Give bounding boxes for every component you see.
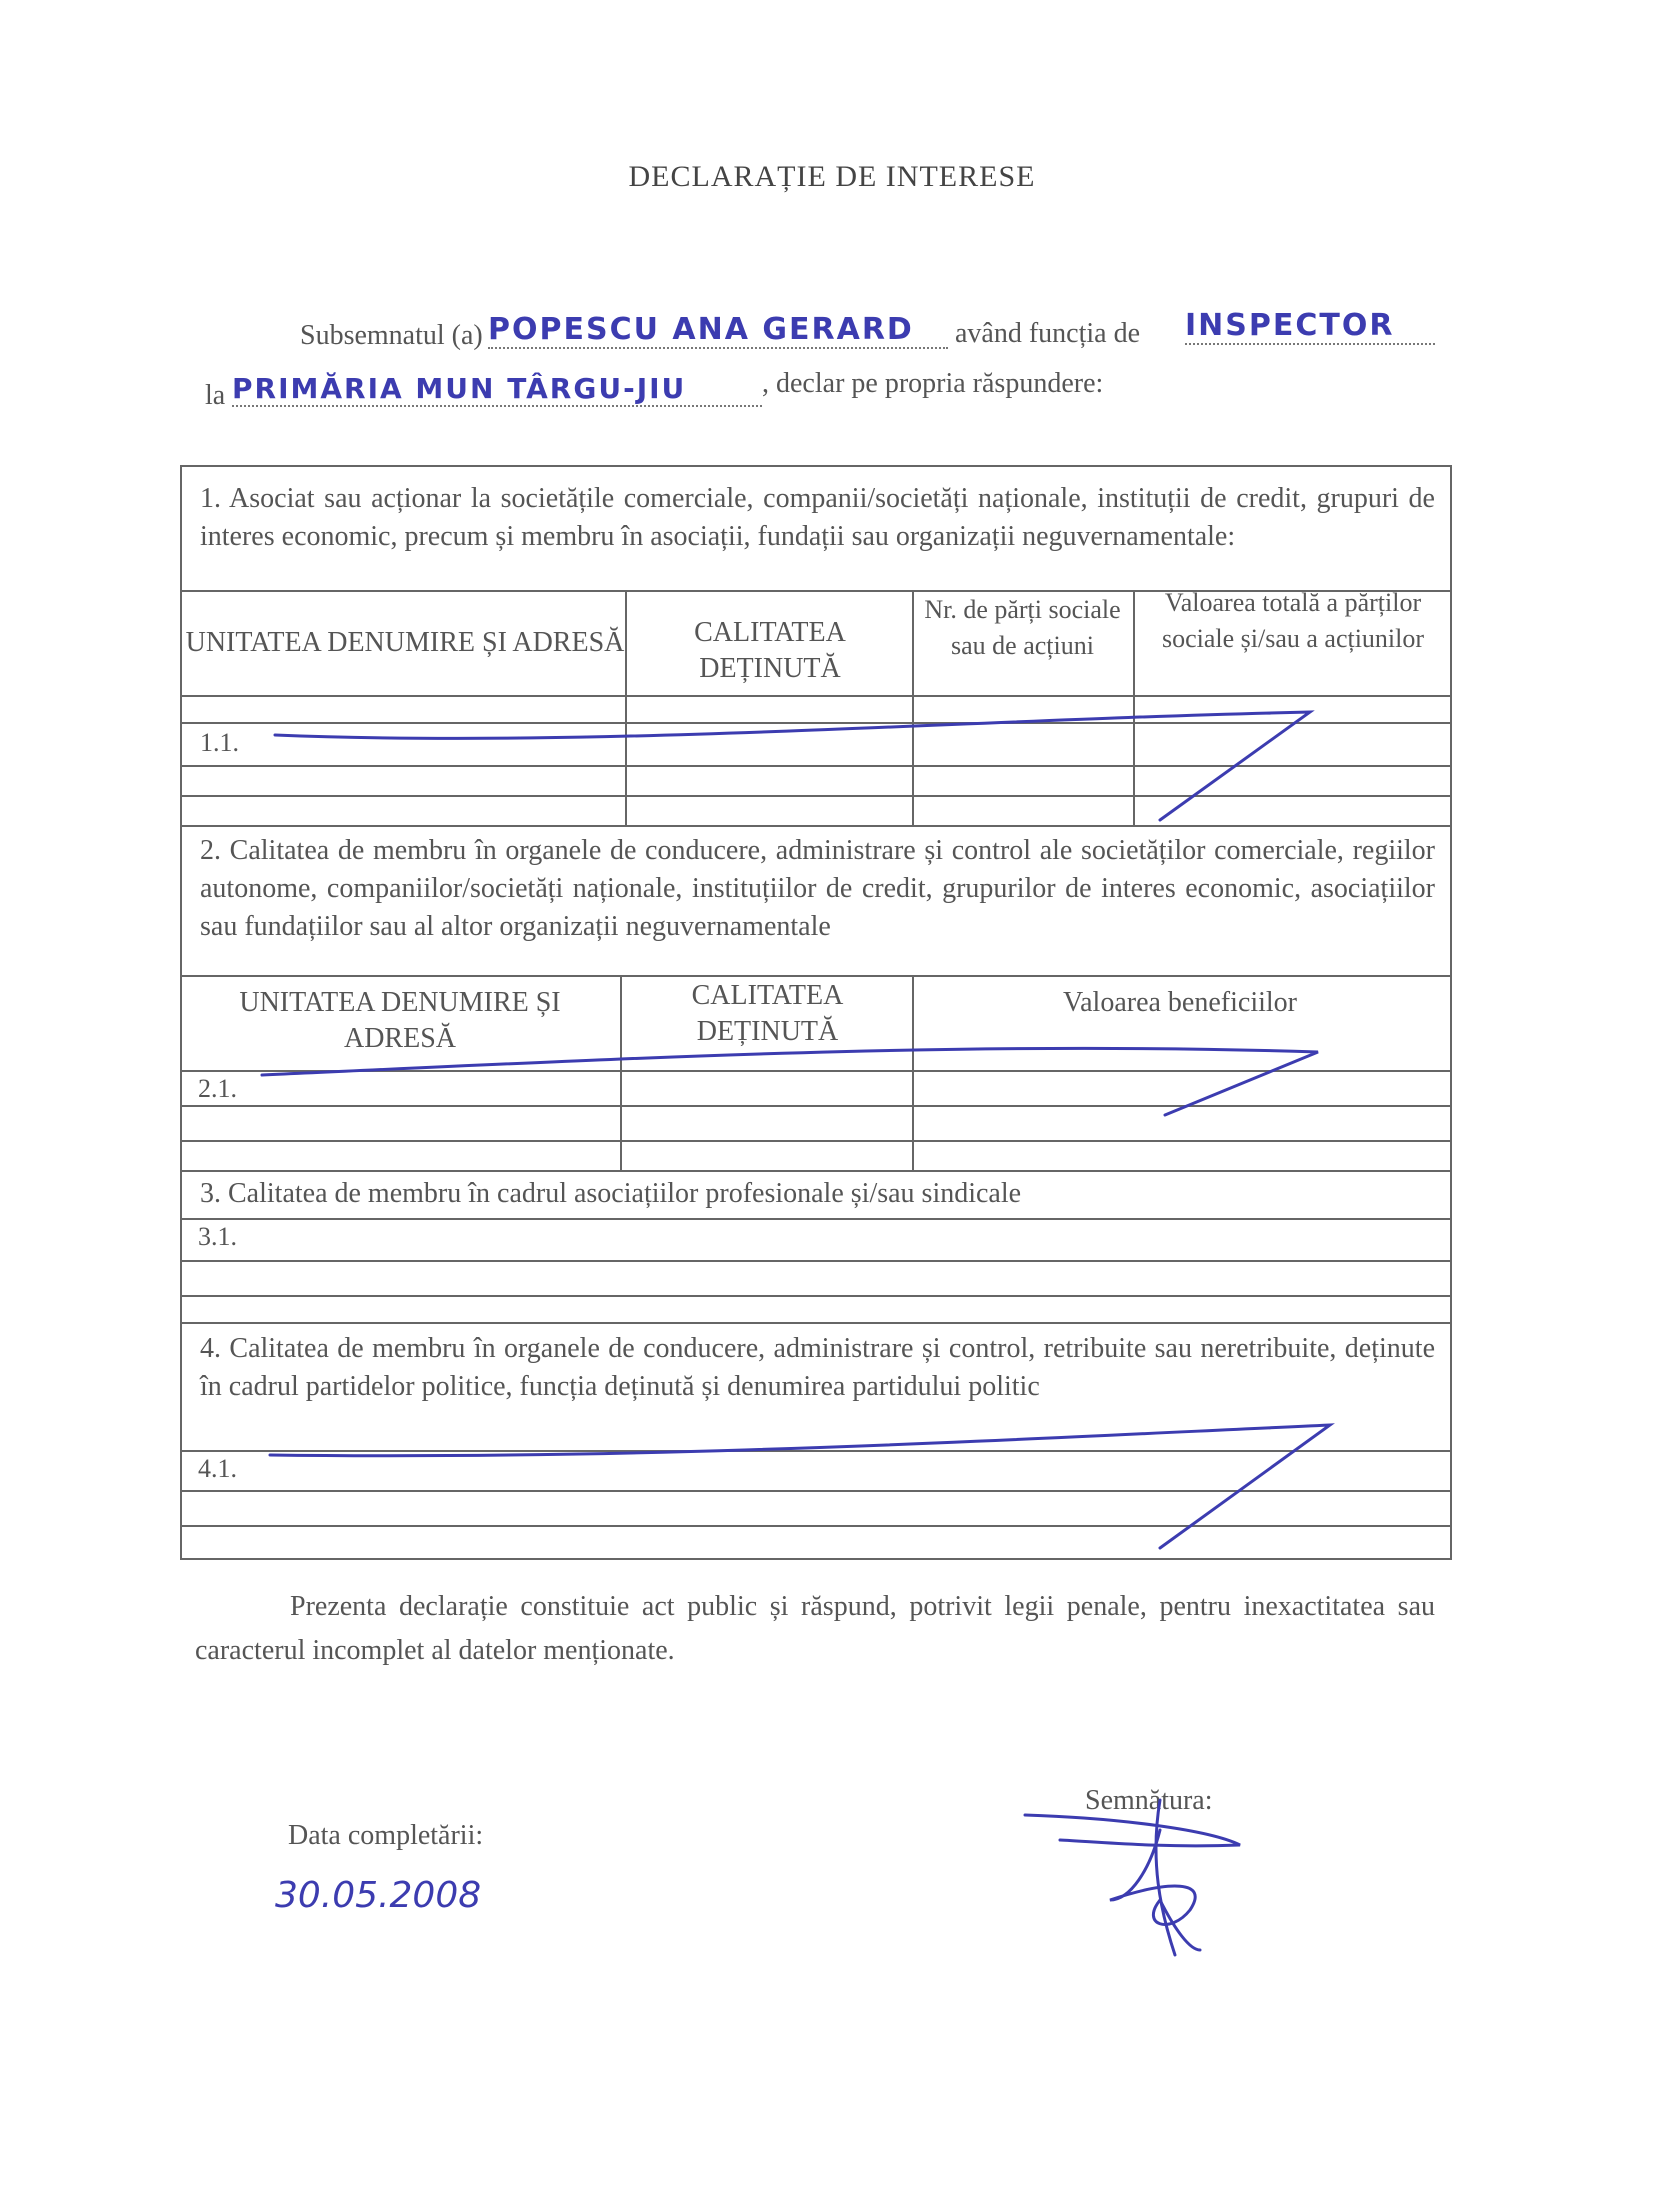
- section2-col-valoarea-beneficiilor: Valoarea beneficiilor: [1063, 987, 1297, 1018]
- date-label: Data completării:: [288, 1820, 484, 1851]
- cancel-stroke-1: [275, 712, 1310, 820]
- cancel-strokes: [262, 712, 1330, 1548]
- cancel-stroke-2: [262, 1048, 1318, 1115]
- row-label-2-1: 2.1.: [198, 1074, 237, 1103]
- signature-stroke-3: [1156, 1800, 1175, 1955]
- row-label-4-1: 4.1.: [198, 1454, 237, 1483]
- section1-col-unitatea: UNITATEA DENUMIRE ȘI ADRESĂ: [185, 627, 625, 658]
- institution-field[interactable]: PRIMĂRIA MUN TÂRGU-JIU: [232, 372, 762, 407]
- date-field[interactable]: 30.05.2008: [275, 1875, 482, 1916]
- section3-text: 3. Calitatea de membru în cadrul asociațiilor profesionale și/sau sindicale: [200, 1178, 1022, 1209]
- subsemnatul-label: Subsemnatul (a): [300, 320, 483, 351]
- section2-text: 2. Calitatea de membru în organele de conducere, administrare și control ale societăților comerciale, regiilor autonome, companiilor/societăți naționale, instituțiilor de credit, grupurilor de interes economic, asociațiilor sau fundațiilor sau al altor organizații neguvernamentale: [200, 835, 1435, 942]
- signature-label: Semnătura:: [1085, 1785, 1213, 1816]
- name-field[interactable]: POPESCU ANA GERARD: [488, 312, 948, 349]
- section1-col-nr-parti: Nr. de părți sociale sau de acțiuni: [924, 595, 1121, 660]
- section4-text: 4. Calitatea de membru în organele de conducere, administrare și control, retribuite sau neretribuite, deținute în cadrul partidelor politice, funcția deținută și denumirea partidului politic: [200, 1333, 1435, 1402]
- cancel-stroke-3: [270, 1425, 1330, 1548]
- signature-strokes: [1025, 1800, 1240, 1955]
- function-label: având funcția de: [955, 318, 1141, 349]
- document-title: DECLARAȚIE DE INTERESE: [628, 160, 1036, 193]
- closing-statement: Prezenta declarație constituie act public și răspund, potrivit legii penale, pentru inexactitatea sau caracterul incomplet al datelor menționate.: [195, 1591, 1435, 1666]
- section1-col-calitatea: CALITATEA DEȚINUTĂ: [694, 617, 846, 684]
- section2-col-calitatea: CALITATEA DEȚINUTĂ: [691, 980, 844, 1047]
- declar-text: , declar pe propria răspundere:: [762, 368, 1104, 399]
- signature-stroke-1: [1025, 1815, 1240, 1846]
- section1-col-valoarea: Valoarea totală a părților sociale și/sau a acțiunilor: [1161, 588, 1425, 653]
- row-label-3-1: 3.1.: [198, 1222, 237, 1251]
- function-field[interactable]: INSPECTOR: [1185, 308, 1435, 345]
- row-label-1-1: 1.1.: [200, 728, 239, 757]
- la-label: la: [205, 380, 226, 411]
- section1-text: 1. Asociat sau acționar la societățile comerciale, companii/societăți naționale, instituții de credit, grupuri de interes economic, precum și membru în asociații, fundații sau organizații neguvernamentale:: [200, 483, 1435, 552]
- section2-col-unitatea: UNITATEA DENUMIRE ȘI ADRESĂ: [239, 987, 561, 1054]
